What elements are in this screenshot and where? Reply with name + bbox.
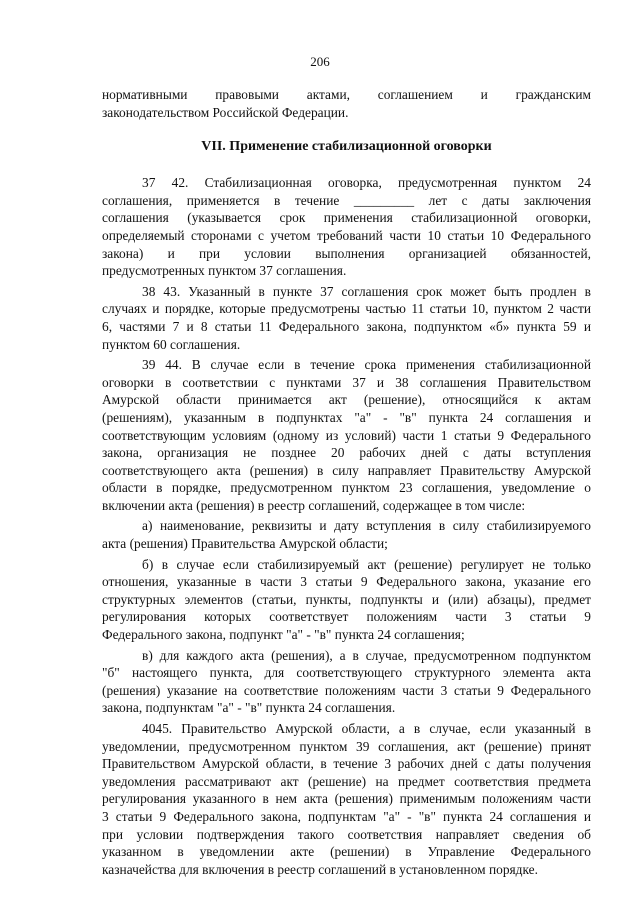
intro-paragraph (102, 86, 591, 121)
text-line: отношения, указанные в части 3 статьи 9 Федерального закона, указание его (102, 574, 591, 590)
text-line: пунктом 60 соглашения. (102, 336, 241, 352)
text-line: предусмотренных пунктом 37 соглашения. (102, 263, 347, 279)
text-line: соглашения (указывается срок применения стабилизационной оговорки, (102, 210, 591, 226)
text-line: 6, частями 7 и 8 статьи 11 Федерального закона, подпунктом «б» пункта 59 и (102, 318, 591, 334)
text-line: соответствующего акта (решения) в силу направляет Правительству Амурской (102, 462, 591, 478)
text-line: акта (решения) Правительства Амурской области; (102, 536, 388, 552)
subparagraph-a (102, 517, 591, 552)
page-number: 206 (310, 54, 330, 69)
text-line: уведомления рассматривают акт (решение) на предмет соответствия предмета (102, 773, 591, 789)
text-line: б) в случае если стабилизируемый акт (решение) регулирует не только (142, 556, 591, 572)
text-line: структурных элементов (статьи, пункты, подпункты и (или) абзацы), предмет (102, 591, 591, 607)
text-line: в) для каждого акта (решения), а в случае, предусмотренном подпунктом (142, 647, 591, 663)
document-body (102, 86, 591, 878)
text-line: 37 42. Стабилизационная оговорка, предусмотренная пунктом 24 (142, 175, 591, 191)
text-line: включении акта (решения) в реестр соглашений, содержащее в том числе: (102, 497, 526, 513)
text-line: (решениям), указанным в подпунктах "а" - "в" пункта 24 соглашения и (102, 409, 591, 425)
text-line: случаях и порядке, которые предусмотрены частью 11 статьи 10, пунктом 2 части (102, 301, 591, 317)
text-line: при условии подтверждения такого соответствия направляет сведения об (102, 826, 591, 842)
text-line: закона) и при условии выполнения организацией обязанностей, (102, 245, 591, 261)
text-line: Амурской области принимается акт (решение), относящийся к актам (102, 392, 591, 408)
text-line: Правительством Амурской области, в течение 3 рабочих дней с даты получения (102, 756, 591, 772)
text-line: соглашения, применяется в течение _________ лет с даты заключения (102, 192, 591, 208)
text-line: а) наименование, реквизиты и дату вступления в силу стабилизируемого (142, 518, 591, 534)
text-line: 4045. Правительство Амурской области, а в случае, если указанный в (142, 721, 591, 736)
section-heading: VII. Применение стабилизационной оговорки (201, 139, 492, 155)
text-line: определяемый сторонами с учетом требований части 10 статьи 10 Федерального (102, 227, 591, 243)
text-line: законодательством Российской Федерации. (102, 104, 349, 120)
text-line: оговорки в соответствии с пунктами 37 и 38 соглашения Правительством (102, 374, 591, 390)
text-line: 39 44. В случае если в течение срока применения стабилизационной (142, 357, 591, 373)
text-line: указанном в уведомлении акте (решении) в Управление Федерального (102, 844, 591, 860)
text-line: 3 статьи 9 Федерального закона, подпунктам "а" - "в" пункта 24 соглашения и (102, 808, 591, 824)
paragraph-42 (102, 174, 591, 280)
paragraph-45 (102, 720, 591, 878)
text-line: закона, подпунктам "а" - "в" пункта 24 соглашения. (102, 700, 396, 716)
text-line: "б" настоящего пункта, для соответствующего структурного элемента акта (102, 665, 591, 681)
paragraph-44 (102, 356, 591, 514)
paragraph-43 (102, 283, 591, 353)
text-line: области в порядке, предусмотренном пунктом 23 соглашения, уведомление о (102, 480, 591, 496)
text-line: (решения) указание на соответствие положениям части 3 статьи 9 Федерального (102, 682, 591, 698)
text-line: соответствующим условиям (одному из условий) части 1 статьи 9 Федерального (102, 427, 591, 443)
text-line: казначейства для включения в реестр соглашений в установленном порядке. (102, 861, 538, 877)
subparagraph-b (102, 556, 591, 644)
text-line: 38 43. Указанный в пункте 37 соглашения срок может быть продлен в (142, 283, 591, 299)
text-line: Федерального закона, подпункт "а" - "в" пункта 24 соглашения; (102, 627, 465, 643)
text-line: регулирования указанного в нем акта (решения) применимым положениям части (102, 791, 591, 807)
subparagraph-c (102, 647, 591, 717)
text-line: регулирования которых соответствует положениям части 3 статьи 9 (102, 609, 591, 625)
text-line: нормативными правовыми актами, соглашением и гражданским (102, 87, 591, 102)
text-line: уведомлении, предусмотренном пунктом 39 соглашения, акт (решение) принят (102, 738, 591, 754)
text-line: закона, организация не позднее 20 рабочих дней с даты вступления (102, 445, 591, 461)
